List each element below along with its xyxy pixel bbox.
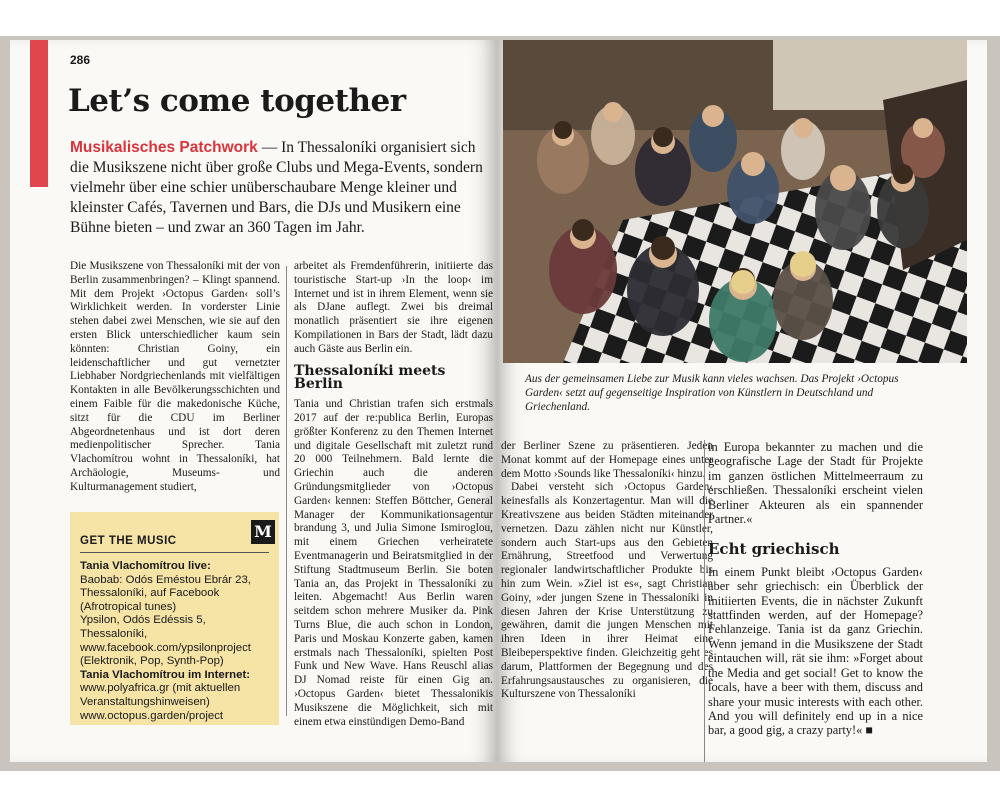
column-4-text-b — [708, 565, 923, 738]
page-title: Let’s come together — [68, 83, 406, 119]
link-octopus-garden: www.octopus.garden/project — [80, 709, 224, 722]
end-mark: ■ — [865, 723, 873, 738]
column-4-text-b-body: In einem Punkt bleibt ›Octopus Garden‹ aber sehr griechisch: ein Überblick der initiierten Events, die in nächster Zukunft stattfinden werden, auf der Homepage? Fehlanzeige. Tania ist da ganz Griechin. Wenn jemand in die Musikszene der Stadt eintauchen will, rät sie ihm: »Forget about the Media and get social! Get to know the locals, have a beer with them, discuss and share your music interests with each other. And you will definitely end up in a nice bar, a good gig, a crazy party!« — [708, 564, 923, 738]
live-label: Tania Vlachomítrou live: — [80, 560, 211, 572]
column-3-text-b: Dabei versteht sich ›Octopus Garden‹ keinesfalls als Konzertagentur. Man will die Kreativszene aus beiden Städten miteinander vernetzen. Dazu zählen nicht nur Künstler, sondern auch Start-ups aus den Gebieten Ernährung, Streetfood und Verwertung regionaler landwirtschaftlicher Produkte bis hin zum Wein. »Ziel ist es«, sagt Christian Goiny, »der jungen Szene in Thessaloníki in diesen Jahren der Krise Unterstützung zu gewähren, damit die jungen Menschen mit ihren Ideen in ihrer Heimat eine Bleibeperspektive finden. Gleichzeitig geht es darum, Plattformen der Begegnung und des Erfahrungsaustausches zu organisieren, die Kulturszene von Thessaloníki — [501, 481, 713, 701]
photo-caption: Aus der gemeinsamen Liebe zur Musik kann vieles wachsen. Das Projekt ›Octopus Garden‹ setzt auf gegenseitige Inspiration von Künstlern in Deutschland und Griechenland. — [525, 373, 899, 413]
column-divider-right — [704, 440, 705, 762]
section-heading-thessaloniki-meets-berlin: Thessaloníki meets Berlin — [294, 362, 446, 393]
box-divider — [80, 552, 269, 553]
column-4-text-a: in Europa bekannter zu machen und die geografische Lage der Stadt für Projekte im ganzen östlichen Mittelmeerraum zu erschließen. Thessaloníki erscheint vielen Berliner Akteuren als ein spannender Partner.« — [708, 440, 923, 527]
page-number: 286 — [70, 53, 91, 67]
crowd-photo — [503, 40, 967, 363]
box-body — [80, 560, 275, 723]
venue-ypsilon: Ypsilon, Odós Edéssis 5, Thessaloníki, www.facebook.com/ypsilonproject (Elektronik, Pop, Synth-Pop) — [80, 614, 251, 668]
marco-polo-logo: M — [251, 520, 275, 544]
venue-baobab: Baobab: Odós Eméstou Ebrár 23, Thessaloníki, auf Facebook (Afrotropical tunes) — [80, 573, 251, 613]
column-3 — [501, 440, 713, 702]
lead-keyword: Musikalisches Patchwork — [70, 139, 258, 156]
section-heading-echt-griechisch: Echt griechisch — [708, 540, 840, 559]
lead-text: — In Thessaloníki organisiert sich die Musikszene nicht über große Clubs und Mega-Events, sondern vielmehr über eine schier unüberschaubare Menge kleiner und kleinster Cafés, Tavernen und Bars, die DJs und Musikern eine Bühne bieten – und zwar an 360 Tagen im Jahr. — [70, 139, 483, 236]
left-page — [10, 40, 497, 762]
column-2 — [294, 260, 493, 729]
column-1-text: Die Musikszene von Thessaloníki mit der von Berlin zusammenbringen? – Klingt spannend. Mit dem Projekt ›Octopus Garden‹ soll’s Wirklichkeit werden. In vorderster Linie stehen dabei zwei Menschen, wie sie auf den ersten Blick unterschiedlicher kaum sein könnten: Christian Goiny, ein leidenschaftlicher und gut vernetzter Liebhaber Nordgriechenlands mit vielfältigen Kontakten in alle Bevölkerungsschichten und einem Faible für die makedonische Küche, sitzt für die CDU im Berliner Abgeordnetenhaus und ist dort deren medienpolitischer Sprecher. Tania Vlachomítrou wohnt in Thessaloníki, hat Archäologie, Museums- und Kulturmanagement studiert, — [70, 260, 280, 493]
column-divider — [286, 266, 287, 716]
right-page — [497, 40, 987, 762]
column-2-text-b: Tania und Christian trafen sich erstmals 2017 auf der re:publica Berlin, Europas größter Konferenz zu den Themen Internet und digitale Gesellschaft mit zuletzt rund 20 000 Teilnehmern. Bald lernte die Griechin auch die anderen Gründungsmitglieder von ›Octopus Garden‹ kennen: Steffen Böttcher, General Manager der Kommunikationsagentur brandung 3, und Julia Simone Ismiroglou, mit einem Griechen verheiratete Eventmanagerin und Beiratsmitglied in der Stiftung Stadtmuseum Berlin. Sie boten Tania an, das Projekt in Thessaloníki zu leiten. Abgemacht! Aus Berlin waren seitdem schon mehrere Musiker da. Pink Turns Blue, die auch schon in London, Paris und Moskau Konzerte gaben, kamen erstmals nach Thessaloníki, spielten Post Funk und New Wave. Hans Reuschl alias DJ Nomad reiste für einen Gig an. ›Octopus Garden‹ bietet Thessalonikis Musikszene die Möglichkeit, sich mit einem etwa einstündigen Demo-Band — [294, 398, 493, 728]
red-accent-bar — [30, 40, 48, 187]
column-1 — [70, 260, 280, 495]
box-heading: GET THE MUSIC — [80, 535, 177, 547]
column-4 — [708, 440, 923, 738]
link-polyafrica: www.polyafrica.gr (mit aktuellen Veranstaltungshinweisen) — [80, 682, 241, 708]
internet-label: Tania Vlachomítrou im Internet: — [80, 668, 251, 681]
lead-paragraph — [70, 138, 495, 238]
crowd-photo-illustration — [503, 40, 967, 363]
get-the-music-box — [70, 512, 279, 725]
column-2-text-a: arbeitet als Fremdenführerin, initiierte das touristische Start-up ›In the loop‹ im Internet und ist in ihrem Element, wenn sie als DJane auflegt. Zwei bis dreimal monatlich präsentiert sie ihre eigenen Kompilationen in Bars der Stadt, lädt dazu auch Gäste aus Berlin ein. — [294, 260, 493, 355]
column-3-text-a: der Berliner Szene zu präsentieren. Jeden Monat kommt auf der Homepage eines unter dem Motto ›Sounds like Thessaloníki‹ hinzu. — [501, 440, 713, 480]
